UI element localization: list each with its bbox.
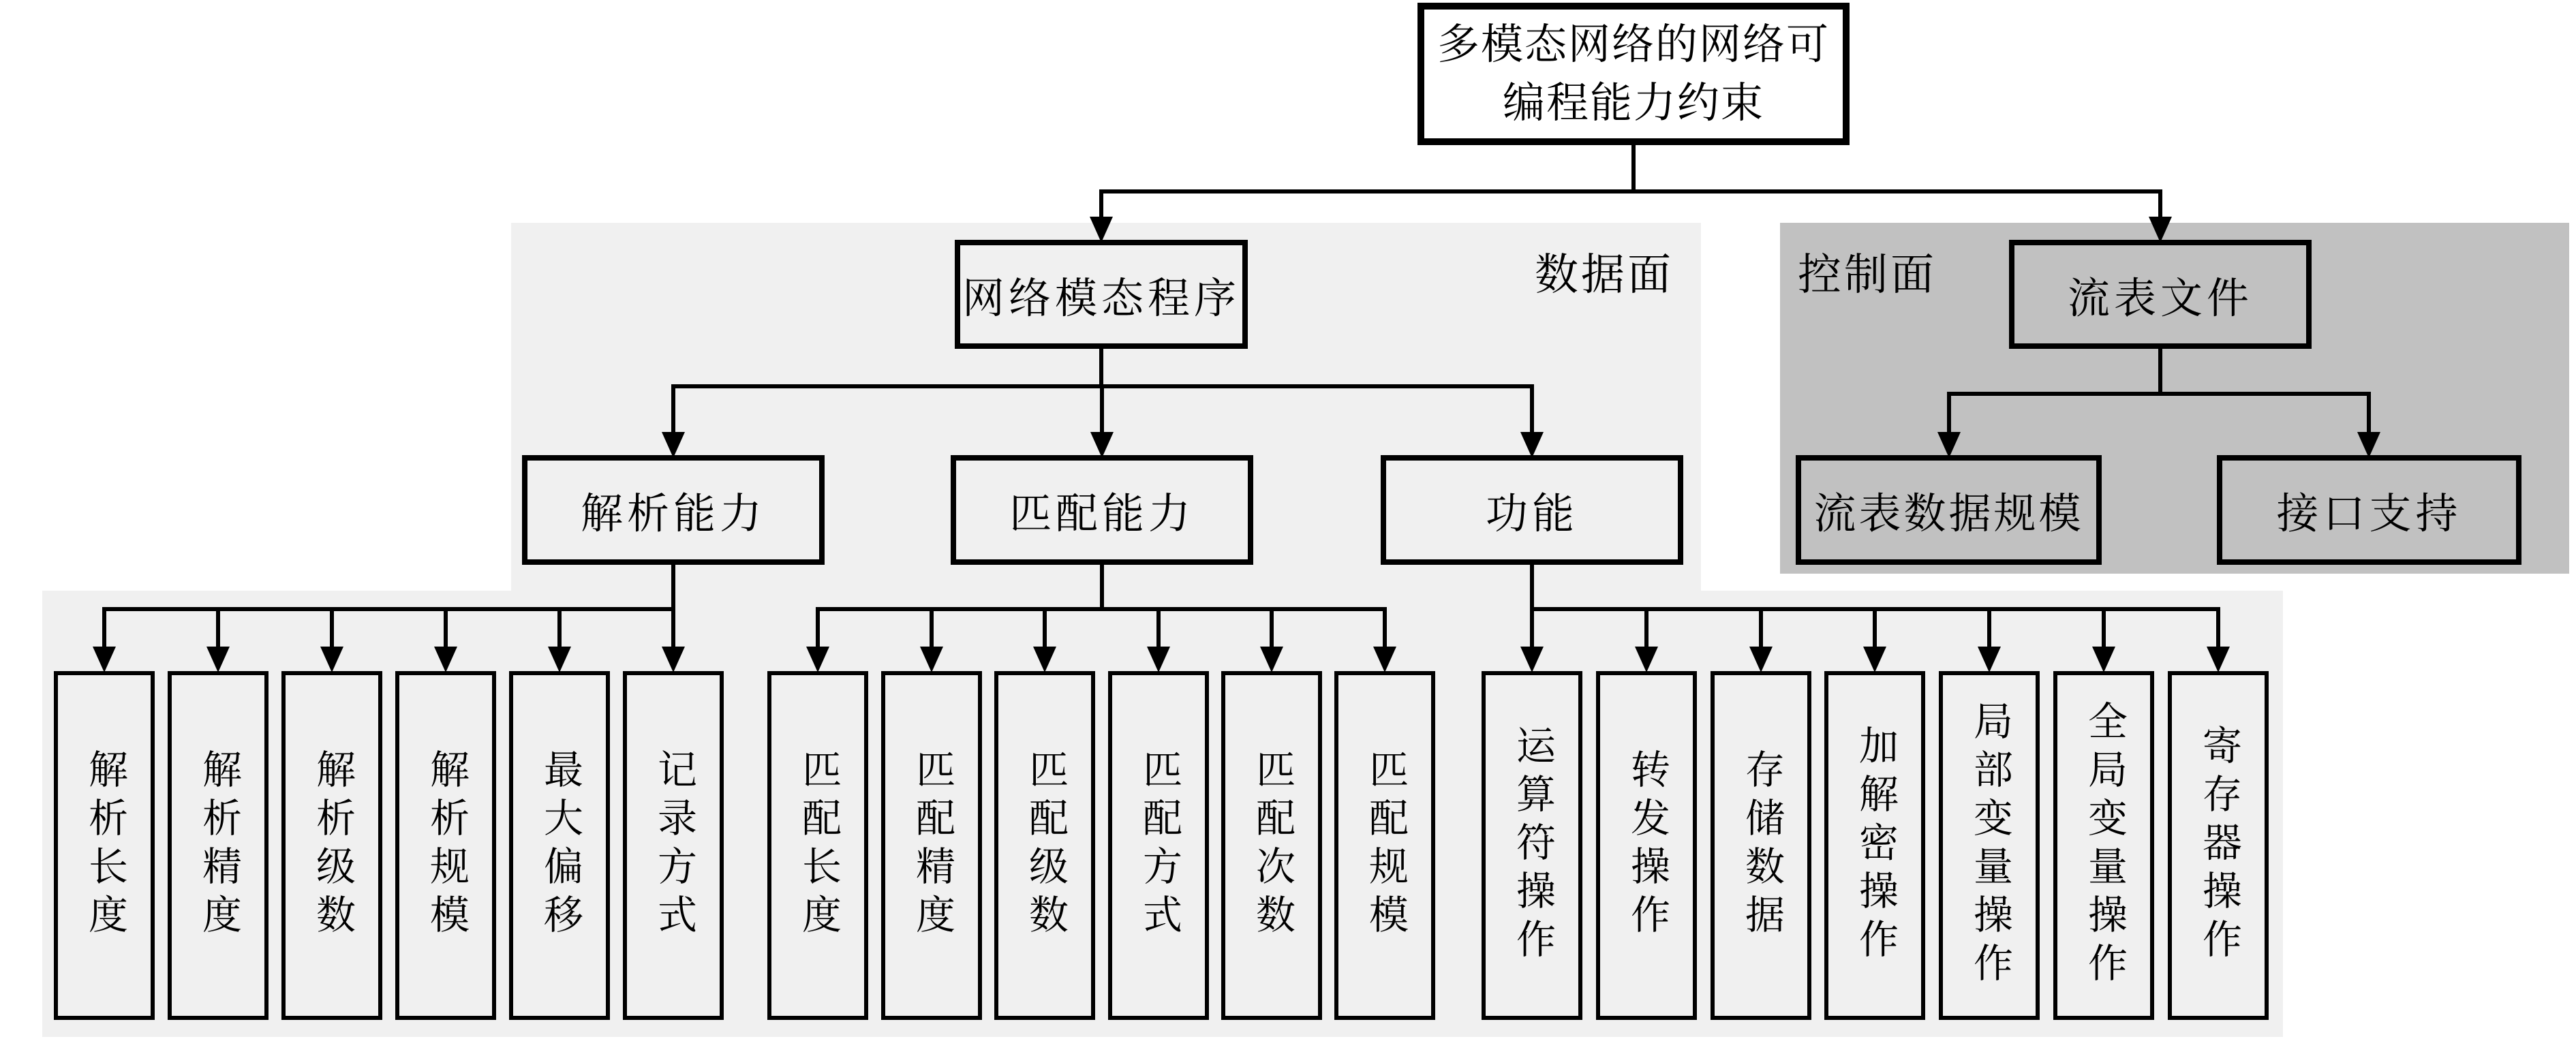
tree-leaf-node [881, 671, 982, 1020]
node-label: 匹配能力 [1009, 491, 1195, 538]
tree-leaf-node [1824, 671, 1925, 1020]
leaf-label: 运算符操作 [1510, 724, 1554, 967]
data-plane-label: 数据面 [1535, 251, 1674, 299]
control-plane-label: 控制面 [1798, 251, 1937, 299]
leaf-label: 匹配方式 [1137, 749, 1181, 942]
leaf-label: 匹配规模 [1363, 749, 1407, 942]
leaf-label: 解析长度 [82, 749, 127, 942]
leaf-label: 解析精度 [196, 749, 241, 942]
tree-leaf-node [395, 671, 496, 1020]
tree-leaf-node [54, 671, 155, 1020]
node-network-modal-program [955, 240, 1248, 349]
tree-leaf-node [1221, 671, 1322, 1020]
tree-leaf-node [1334, 671, 1435, 1020]
leaf-label: 记录方式 [651, 749, 696, 942]
tree-leaf-node [168, 671, 269, 1020]
node-matching-capability [951, 455, 1253, 565]
leaf-label: 解析规模 [424, 749, 468, 942]
tree-leaf-node [1108, 671, 1209, 1020]
leaf-label: 加解密操作 [1853, 724, 1897, 967]
tree-leaf-node [767, 671, 868, 1020]
tree-leaf-node [1711, 671, 1811, 1020]
root-node [1417, 3, 1850, 145]
tree-leaf-node [1939, 671, 2040, 1020]
node-label: 网络模态程序 [962, 275, 1240, 322]
tree-leaf-node [2053, 671, 2154, 1020]
tree-leaf-node [1596, 671, 1697, 1020]
tree-leaf-node [2168, 671, 2269, 1020]
node-label: 功能 [1485, 491, 1578, 538]
leaf-label: 匹配级数 [1023, 749, 1067, 942]
node-parsing-capability [522, 455, 825, 565]
node-label: 流表文件 [2067, 275, 2253, 322]
node-flow-table-data-scale [1796, 455, 2102, 565]
node-label: 解析能力 [580, 491, 766, 538]
leaf-label: 全局变量操作 [2082, 700, 2126, 991]
tree-leaf-node [509, 671, 610, 1020]
node-function [1381, 455, 1683, 565]
leaf-label: 寄存器操作 [2196, 724, 2241, 967]
node-label: 流表数据规模 [1813, 491, 2084, 538]
node-interface-support [2217, 455, 2521, 565]
leaf-label: 存储数据 [1739, 749, 1783, 942]
leaf-label: 匹配次数 [1250, 749, 1294, 942]
leaf-label: 转发操作 [1625, 749, 1669, 942]
tree-leaf-node [281, 671, 382, 1020]
node-label: 接口支持 [2276, 491, 2462, 538]
leaf-label: 解析级数 [310, 749, 354, 942]
root-node-line1: 多模态网络的网络可 [1437, 21, 1830, 68]
leaf-label: 匹配精度 [910, 749, 954, 942]
leaf-label: 最大偏移 [538, 749, 582, 942]
tree-leaf-node [994, 671, 1095, 1020]
root-node-line2: 编程能力约束 [1502, 80, 1764, 127]
leaf-label: 局部变量操作 [1967, 700, 2012, 991]
tree-leaf-node [1482, 671, 1582, 1020]
tree-leaf-node [623, 671, 724, 1020]
node-flow-table-file [2009, 240, 2312, 349]
leaf-label: 匹配长度 [796, 749, 840, 942]
